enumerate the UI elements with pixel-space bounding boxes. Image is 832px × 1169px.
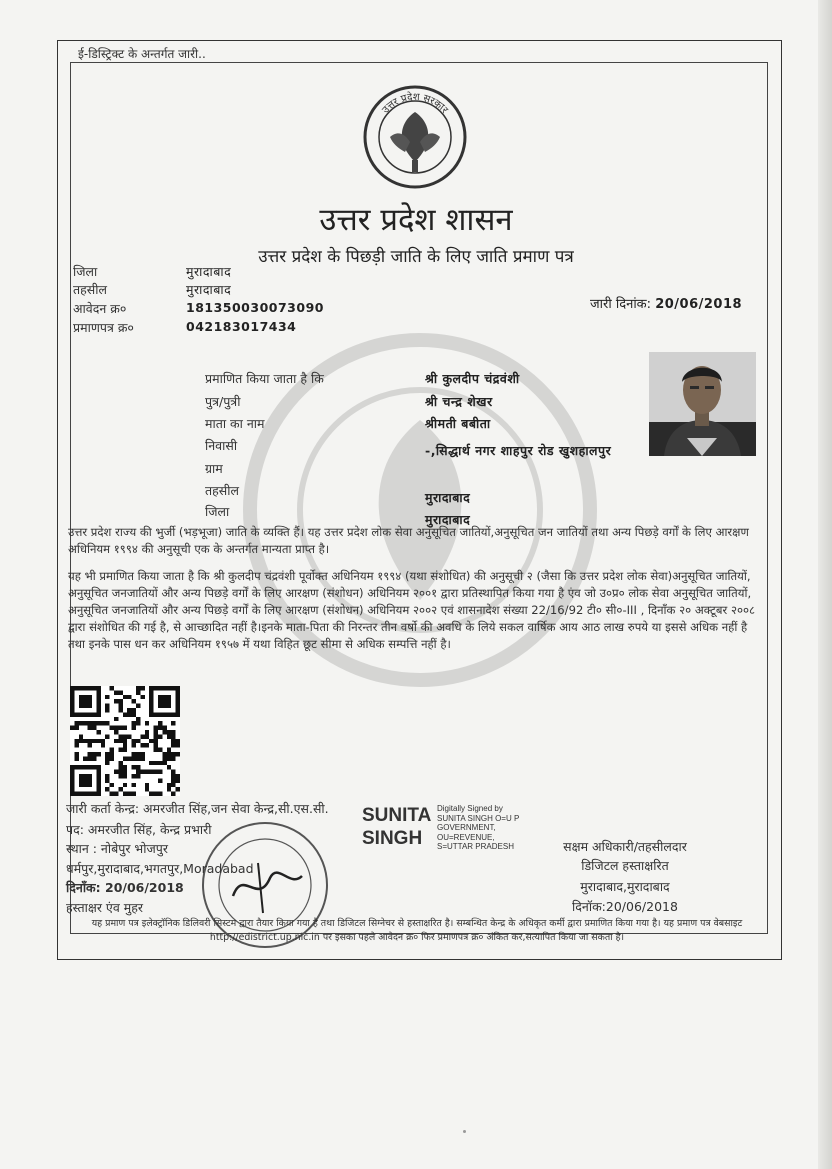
- digital-signature-meta: [437, 804, 519, 852]
- application-no-value: 181350030073090: [186, 300, 324, 315]
- sign-seal-label: हस्ताक्षर एंव मुहर: [66, 900, 143, 915]
- header-note: ई-डिस्ट्रिक्ट के अन्तर्गत जारी..: [78, 47, 206, 61]
- district-value: मुरादाबाद: [186, 264, 232, 279]
- issue-date-label: जारी दिनांक:: [590, 297, 652, 312]
- certificate-no-value: 042183017434: [186, 319, 297, 334]
- signature-meta-line: GOVERNMENT,: [437, 823, 496, 832]
- issue-date: [590, 294, 742, 312]
- detail-district-label: जिला: [205, 504, 230, 519]
- signature-meta-line: SUNITA SINGH O=U P: [437, 813, 520, 823]
- father-name: श्री चन्द्र शेखर: [425, 394, 493, 409]
- digital-signature-name-line1: SUNITA: [362, 805, 432, 826]
- footer-note: यह प्रमाण पत्र इलेक्ट्रॉनिक डिलिवरी सिस्टम द्वारा तैयार किया गया है तथा डिजिटल सिग्नेचर से हस्ताक्षरित है। सम्बन्धित केन्द्र के अधिकृत कर्मी द्वारा प्रमाणित किया गया है। यह प्रमाण पत्र वेबसाइट http://edistrict.up.nic.in पर इसका पहले आवेदन क्र० फिर प्रमाणपत्र क्र० अंकित कर,सत्यापित किया जा सकता है।: [91, 918, 743, 943]
- applicant-photo: [649, 352, 756, 456]
- issue-date-value: 20/06/2018: [655, 297, 743, 312]
- issuer-place: स्थान : नोबेपुर भोजपुर: [66, 841, 168, 856]
- issuer-centre: जारी कर्ता केन्द्र: अमरजीत सिंह,जन सेवा केन्द्र,सी.एस.सी.: [66, 801, 329, 816]
- signature-meta-line: OU=REVENUE,: [437, 832, 495, 842]
- certificate-subtitle: उत्तर प्रदेश के पिछड़ी जाति के लिए जाति प्रमाण पत्र: [258, 247, 574, 267]
- emblem-caption: उत्तर प्रदेश सरकार: [380, 91, 450, 116]
- issuer-address: धर्मपुर,मुरादाबाद,भगतपुर,Moradabad: [66, 861, 254, 876]
- detail-tehsil-value: मुरादाबाद: [425, 490, 471, 505]
- digital-signature-name-line2: SINGH: [362, 828, 423, 849]
- resident-label: निवासी: [205, 438, 238, 453]
- scan-edge: [818, 0, 832, 1169]
- certificate-no-label: प्रमाणपत्र क्र०: [73, 320, 134, 335]
- page-title: उत्तर प्रदेश शासन: [319, 202, 513, 238]
- up-government-emblem-icon: [360, 82, 470, 192]
- officer-designation: सक्षम अधिकारी/तहसीलदार: [563, 839, 687, 854]
- mother-name-label: माता का नाम: [205, 416, 265, 431]
- certification-paragraph: यह भी प्रमाणित किया जाता है कि श्री कुलदीप चंद्रवंशी पूर्वोक्त अधिनियम १९९४ (यथा संशोधित) की अनुसूची २ (जैसा कि उत्तर प्रदेश लोक सेवा)अनुसूचित जातियों, अनुसूचित जनजातियों और अन्य पिछड़े वर्गों के लिए आरक्षण (संशोधन) अधिनियम २००१ द्वारा प्रतिस्थापित किया गया है एंव जो उ०प्र० लोक सेवा अनुसूचित जातियों, अनुसूचित जनजातियों और अन्य पिछड़े वर्गों के लिए आरक्षण (संशोधन) अधिनियम २००२ एवं शासनादेश संख्या 22/16/92 टी० सी०-III , दिनाँक २० अक्टूबर २००८ द्वारा संशोधित की गई है, से आच्छादित नहीं है।इनके माता-पिता की निरन्तर तीन वर्षो की अवधि के लिये सकल वार्षिक आय आठ लाख रुपये या इससे अधिक नहीं है तथा इनके पास धन कर अधिनियम १९५७ में यथा विहित छूट सीमा से अधिक सम्पत्ति नहीं है।: [68, 569, 756, 651]
- officer-place: मुरादाबाद,मुरादाबाद: [580, 879, 670, 894]
- detail-tehsil-label: तहसील: [205, 483, 239, 498]
- tehsil-label: तहसील: [73, 282, 107, 297]
- qr-code-icon: [70, 686, 180, 796]
- son-daughter-label: पुत्र/पुत्री: [205, 394, 241, 409]
- scan-speck: [463, 1130, 466, 1133]
- mother-name: श्रीमती बबीता: [425, 416, 491, 431]
- officer-date: दिनॉक:20/06/2018: [572, 899, 678, 914]
- tehsil-value: मुरादाबाद: [186, 282, 232, 297]
- application-no-label: आवेदन क्र०: [73, 301, 127, 316]
- district-label: जिला: [73, 264, 98, 279]
- issuer-post: पद: अमरजीत सिंह, केन्द्र प्रभारी: [66, 822, 212, 837]
- officer-signed: डिजिटल हस्ताक्षरित: [581, 858, 669, 873]
- certified-label: प्रमाणित किया जाता है कि: [205, 371, 324, 386]
- resident-address: -,सिद्धार्थ नगर शाहपुर रोड खुशहालपुर: [425, 443, 612, 458]
- applicant-name: श्री कुलदीप चंद्रवंशी: [425, 371, 520, 386]
- signature-meta-line: Digitally Signed by: [437, 804, 503, 813]
- issuer-date: दिनाँक: 20/06/2018: [66, 880, 184, 895]
- caste-paragraph: उत्तर प्रदेश राज्य की भुर्जी (भड़भूजा) जाति के व्यक्ति हैं। यह उत्तर प्रदेश लोक सेवा अनुसूचित जातियों,अनुसूचित जन जातियों तथा अन्य पिछड़े वर्गों के लिए आरक्षण अधिनियम १९९४ की अनुसूची एक के अन्तर्गत मान्यता प्राप्त है।: [68, 525, 749, 556]
- village-label: ग्राम: [205, 461, 223, 476]
- detail-district-value: मुरादाबाद: [425, 512, 471, 527]
- signature-meta-line: S=UTTAR PRADESH: [437, 842, 514, 851]
